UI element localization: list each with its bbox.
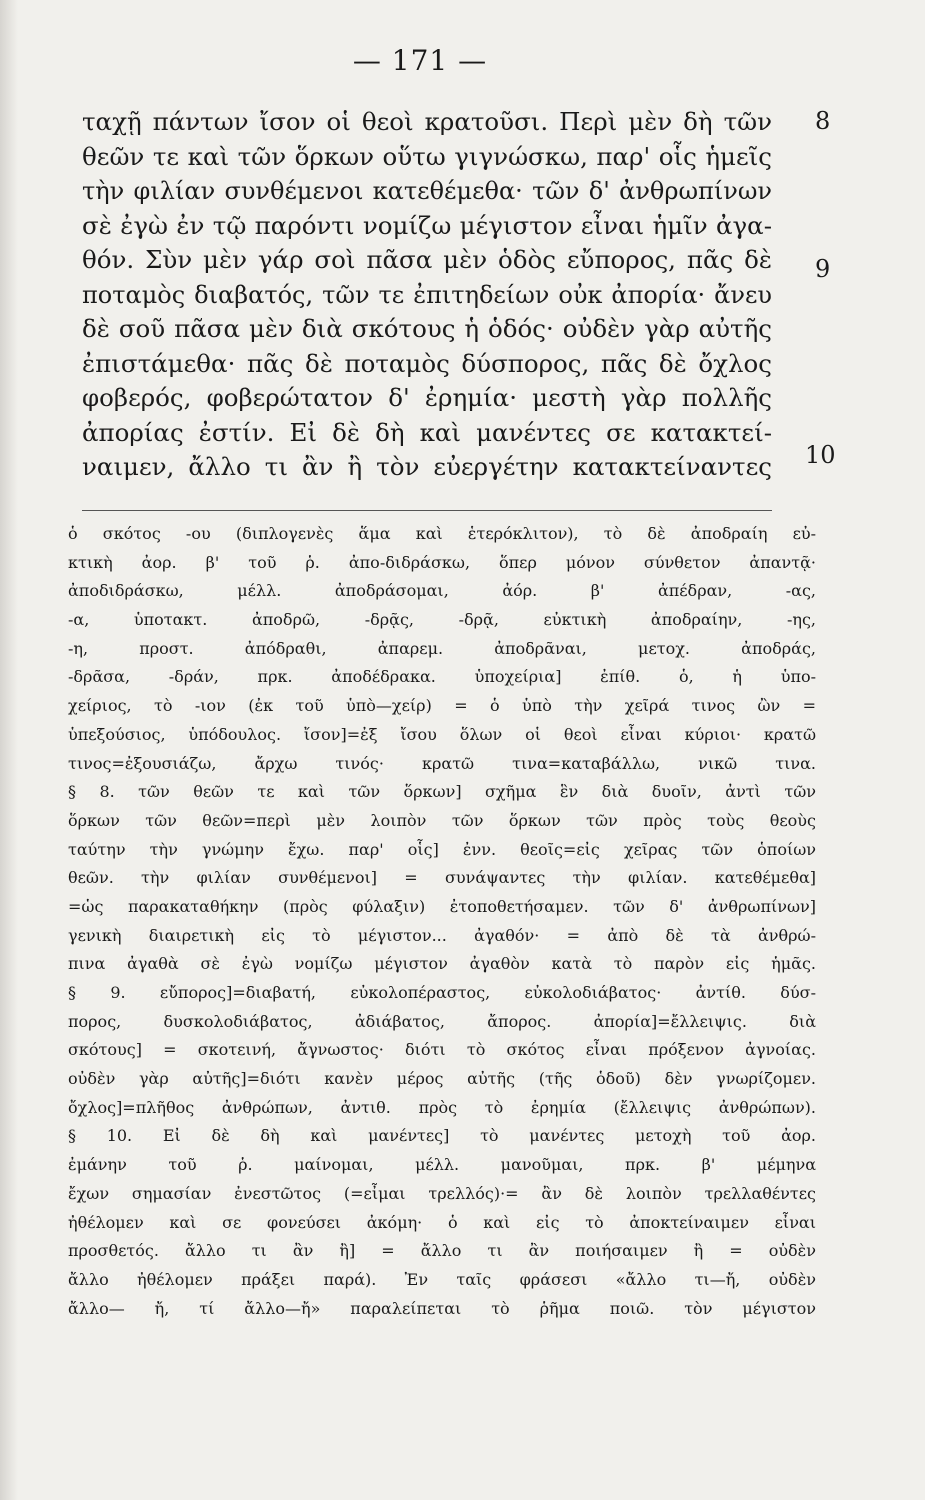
commentary-line: ἐμάνην τοῦ ῥ. μαίνομαι, μέλλ. μανοῦμαι, πρκ. β' μέμηνα	[68, 1155, 816, 1175]
main-text-line: ποταμὸς διαβατός, τῶν τε ἐπιτηδείων οὐκ ἀπορία· ἄνευ	[82, 280, 772, 309]
commentary-line: =ὡς παρακαταθήκην (πρὸς φύλαξιν) ἐτοποθετήσαμεν. τῶν δ' ἀνθρωπίνων]	[68, 896, 816, 916]
main-text-line: δὲ σοῦ πᾶσα μὲν διὰ σκότους ἡ ὁδός· οὐδὲν γὰρ αὐτῆς	[82, 314, 772, 343]
commentary-line: ταύτην τὴν γνώμην ἔχω. παρ' οἷς] ἐνν. θεοῖς=εἰς χεῖρας τῶν ὁποίων	[68, 839, 816, 859]
main-text-line: ἀπορίας ἐστίν. Εἰ δὲ δὴ καὶ μανέντες σε κατακτεί-	[82, 417, 772, 447]
commentary-line: πορος, δυσκολοδιάβατος, ἀδιάβατος, ἄπορος. ἀπορία]=ἔλλειψις. διὰ	[68, 1011, 816, 1031]
section-number-8: 8	[815, 107, 831, 135]
main-text-block	[82, 105, 772, 485]
commentary-line: σκότους] = σκοτεινή, ἄγνωστος· διότι τὸ σκότος εἶναι πρόξενον ἀγνοίας.	[68, 1040, 816, 1060]
commentary-line: χείριος, τὸ -ιον (ἐκ τοῦ ὑπὸ—χείρ) = ὁ ὑπὸ τὴν χεῖρά τινος ὢν =	[68, 696, 816, 716]
commentary-line: τινος=ἐξουσιάζω, ἄρχω τινός· κρατῶ τινα=καταβάλλω, νικῶ τινα.	[68, 753, 816, 773]
commentary-line: ἀποδιδράσκω, μέλλ. ἀποδράσομαι, ἀόρ. β' ἀπέδραν, -ας,	[68, 581, 816, 601]
commentary-line: § 8. τῶν θεῶν τε καὶ τῶν ὅρκων] σχῆμα ἓν διὰ δυοῖν, ἀντὶ τῶν	[68, 782, 816, 802]
commentary-line: θεῶν. τὴν φιλίαν συνθέμενοι] = συνάψαντες τὴν φιλίαν. κατεθέμεθα]	[68, 868, 816, 888]
commentary-line: οὐδὲν γὰρ αὐτῆς]=διότι κανὲν μέρος αὐτῆς (τῆς ὁδοῦ) δὲν γνωρίζομεν.	[68, 1069, 816, 1089]
commentary-line: -δρᾶσα, -δράν, πρκ. ἀποδέδρακα. ὑποχείρια] ἐπίθ. ὁ, ἡ ὑπο-	[68, 667, 816, 687]
commentary-line: γενικὴ διαιρετικὴ εἰς τὸ μέγιστον... ἀγαθόν· = ἀπὸ δὲ τὰ ἀνθρώ-	[68, 925, 816, 945]
main-text-line: τὴν φιλίαν συνθέμενοι κατεθέμεθα· τῶν δ' ἀνθρωπίνων	[82, 177, 772, 205]
commentary-line: ὑπεξούσιος, ὑπόδουλος. ἴσον]=ἐξ ἴσου ὅλων οἱ θεοὶ εἶναι κύριοι· κρατῶ	[68, 724, 816, 744]
commentary-line: ἄλλο— ἤ, τί ἄλλο—ἤ» παραλείπεται τὸ ῥῆμα ποιῶ. τὸν μέγιστον	[68, 1298, 816, 1318]
main-text-line: ἐπιστάμεθα· πᾶς δὲ ποταμὸς δύσπορος, πᾶς δὲ ὄχλος	[82, 348, 772, 378]
commentary-line: ὁ σκότος -ου (διπλογενὲς ἅμα καὶ ἑτερόκλιτον), τὸ δὲ ἀποδραίη εὐ-	[68, 524, 816, 543]
commentary-notes-block	[68, 520, 816, 1323]
page-gutter-shadow	[0, 0, 18, 1500]
main-text-line: φοβερός, φοβερώτατον δ' ἐρημία· μεστὴ γὰρ πολλῆς	[82, 383, 772, 412]
commentary-line: § 9. εὔπορος]=διαβατή, εὐκολοπέραστος, εὐκολοδιάβατος· ἀντίθ. δύσ-	[68, 983, 816, 1002]
commentary-line: κτικὴ ἀορ. β' τοῦ ῥ. ἀπο-διδράσκω, ὅπερ μόνον σύνθετον ἀπαντᾷ·	[68, 552, 816, 572]
page-number: — 171 —	[352, 44, 488, 77]
main-text-line: θεῶν τε καὶ τῶν ὅρκων οὕτω γιγνώσκω, παρ' οἷς ἡμεῖς	[82, 141, 772, 171]
section-number-10: 10	[805, 441, 836, 469]
main-text-line: ταχῇ πάντων ἴσον οἱ θεοὶ κρατοῦσι. Περὶ μὲν δὴ τῶν	[82, 107, 772, 136]
main-text-line: σὲ ἐγὼ ἐν τῷ παρόντι νομίζω μέγιστον εἶναι ἡμῖν ἀγα-	[82, 210, 772, 240]
footnote-divider	[82, 510, 772, 511]
commentary-line: -η, προστ. ἀπόδραθι, ἀπαρεμ. ἀποδρᾶναι, μετοχ. ἀποδράς,	[68, 638, 816, 658]
commentary-line: ὅρκων τῶν θεῶν=περὶ μὲν λοιπὸν τῶν ὅρκων τῶν πρὸς τοὺς θεοὺς	[68, 810, 816, 830]
commentary-line: προσθετός. ἄλλο τι ἂν ἢ] = ἄλλο τι ἂν ποιήσαιμεν ἢ = οὐδὲν	[68, 1241, 816, 1261]
commentary-line: § 10. Εἰ δὲ δὴ καὶ μανέντες] τὸ μανέντες μετοχὴ τοῦ ἀορ.	[68, 1126, 816, 1146]
main-text-line: ναιμεν, ἄλλο τι ἂν ἢ τὸν εὐεργέτην κατακτείναντες	[82, 452, 772, 481]
section-number-9: 9	[815, 255, 831, 283]
commentary-line: ὄχλος]=πλῆθος ἀνθρώπων, ἀντιθ. πρὸς τὸ ἐρημία (ἔλλειψις ἀνθρώπων).	[68, 1097, 816, 1117]
commentary-line: ἔχων σημασίαν ἐνεστῶτος (=εἶμαι τρελλός)·= ἂν δὲ λοιπὸν τρελλαθέντες	[68, 1183, 816, 1203]
commentary-line: ἄλλο ἠθέλομεν πράξει παρά). Ἐν ταῖς φράσεσι «ἄλλο τι—ἤ, οὐδὲν	[68, 1269, 816, 1289]
commentary-line: πινα ἀγαθὰ σὲ ἐγὼ νομίζω μέγιστον ἀγαθὸν κατὰ τὸ παρὸν εἰς ἡμᾶς.	[68, 954, 816, 974]
commentary-line: -α, ὑποτακτ. ἀποδρῶ, -δρᾷς, -δρᾷ, εὐκτικὴ ἀποδραίην, -ης,	[68, 610, 816, 630]
commentary-line: ἠθέλομεν καὶ σε φονεύσει ἀκόμη· ὁ καὶ εἰς τὸ ἀποκτείναιμεν εἶναι	[68, 1212, 816, 1232]
main-text-line: θόν. Σὺν μὲν γάρ σοὶ πᾶσα μὲν ὁδὸς εὔπορος, πᾶς δὲ	[82, 245, 772, 274]
